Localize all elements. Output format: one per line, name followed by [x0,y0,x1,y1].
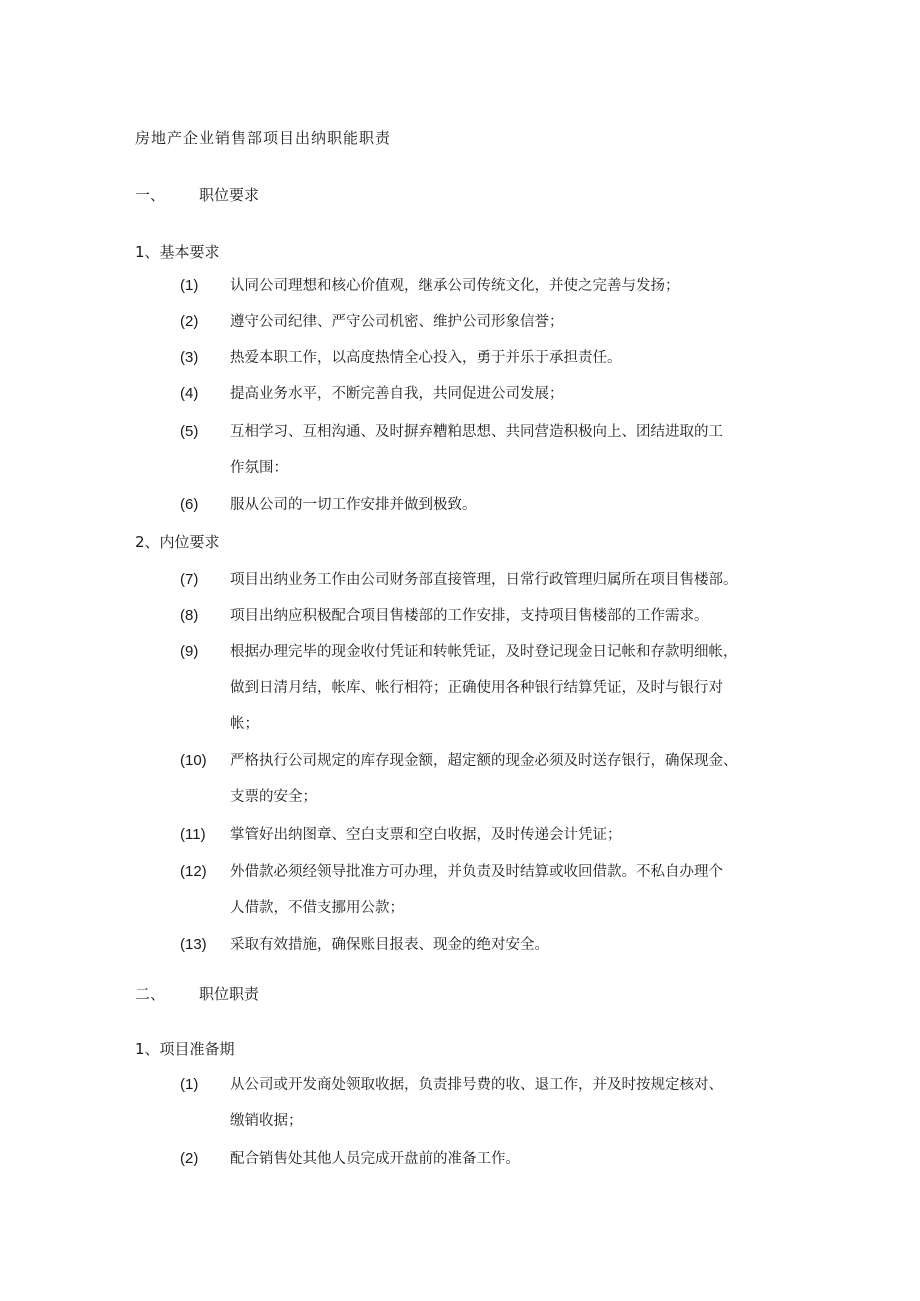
subsection-position: 2、内位要求 [135,533,220,551]
item-number: (13) [180,936,207,953]
list-item [180,743,780,815]
list-item [180,268,780,304]
item-text: 掌管好出纳图章、空白支票和空白收据，及时传递会计凭证； [230,827,622,843]
item-number: (3) [180,349,199,366]
item-text: 根据办理完毕的现金收付凭证和转帐凭证，及时登记现金日记帐和存款明细帐， [230,644,738,660]
item-text-continued: 支票的安全； [230,789,317,805]
item-number: (8) [180,607,199,624]
item-number: (2) [180,313,199,330]
section-heading-duties [135,983,259,1004]
list-item [180,487,780,523]
item-text: 严格执行公司规定的库存现金额，超定额的现金必须及时送存银行，确保现金、 [230,753,738,769]
list-item [180,598,780,634]
item-number: (10) [180,752,207,769]
item-number: (7) [180,571,199,588]
list-item [180,634,780,742]
item-number: (2) [180,1150,199,1167]
list-item [180,854,780,926]
item-text: 从公司或开发商处领取收据，负责排号费的收、退工作，并及时按规定核对、 [230,1077,723,1093]
item-text-continued: 帐； [230,716,259,732]
item-number: (4) [180,385,199,402]
list-item [180,927,780,963]
item-text: 项目出纳应积极配合项目售楼部的工作安排，支持项目售楼部的工作需求。 [230,608,709,624]
document-title: 房地产企业销售部项目出纳职能职责 [135,129,392,147]
subsection-preparation: 1、项目准备期 [135,1040,235,1058]
item-text: 采取有效措施，确保账目报表、现金的绝对安全。 [230,937,549,953]
list-item [180,414,780,486]
item-number: (12) [180,863,207,880]
item-text: 项目出纳业务工作由公司财务部直接管理，日常行政管理归属所在项目售楼部。 [230,572,738,588]
section-label: 职位职责 [199,985,260,1003]
list-item [180,562,780,598]
item-text-continued: 作氛围： [230,460,288,476]
list-item [180,340,780,376]
item-text: 热爱本职工作，以高度热情全心投入，勇于并乐于承担责任。 [230,350,622,366]
item-text: 外借款必须经领导批准方可办理，并负责及时结算或收回借款。不私自办理个 [230,864,723,880]
item-text-continued: 做到日清月结，帐库、帐行相符；正确使用各种银行结算凭证，及时与银行对 [230,680,723,696]
item-number: (6) [180,496,199,513]
item-text-continued: 人借款，不借支挪用公款； [230,900,404,916]
section-label: 职位要求 [199,186,260,204]
section-number: 一、 [135,186,166,204]
item-text: 互相学习、互相沟通、及时摒弃糟粕思想、共同营造积极向上、团结进取的工 [230,424,723,440]
section-number: 二、 [135,985,166,1003]
item-number: (9) [180,643,199,660]
section-heading-requirements [135,184,259,205]
item-number: (1) [180,277,199,294]
item-text: 遵守公司纪律、严守公司机密、维护公司形象信誉； [230,314,564,330]
subsection-basic: 1、基本要求 [135,243,220,261]
item-text: 提高业务水平，不断完善自我，共同促进公司发展； [230,386,564,402]
list-item [180,376,780,412]
list-item [180,304,780,340]
list-item [180,817,780,853]
item-number: (1) [180,1076,199,1093]
item-text: 认同公司理想和核心价值观，继承公司传统文化，并使之完善与发扬； [230,278,680,294]
item-text-continued: 缴销收据； [230,1113,303,1129]
item-text: 配合销售处其他人员完成开盘前的准备工作。 [230,1151,520,1167]
list-item [180,1067,780,1139]
list-item [180,1141,780,1177]
item-number: (5) [180,423,199,440]
item-number: (11) [180,826,206,843]
item-text: 服从公司的一切工作安排并做到极致。 [230,497,477,513]
